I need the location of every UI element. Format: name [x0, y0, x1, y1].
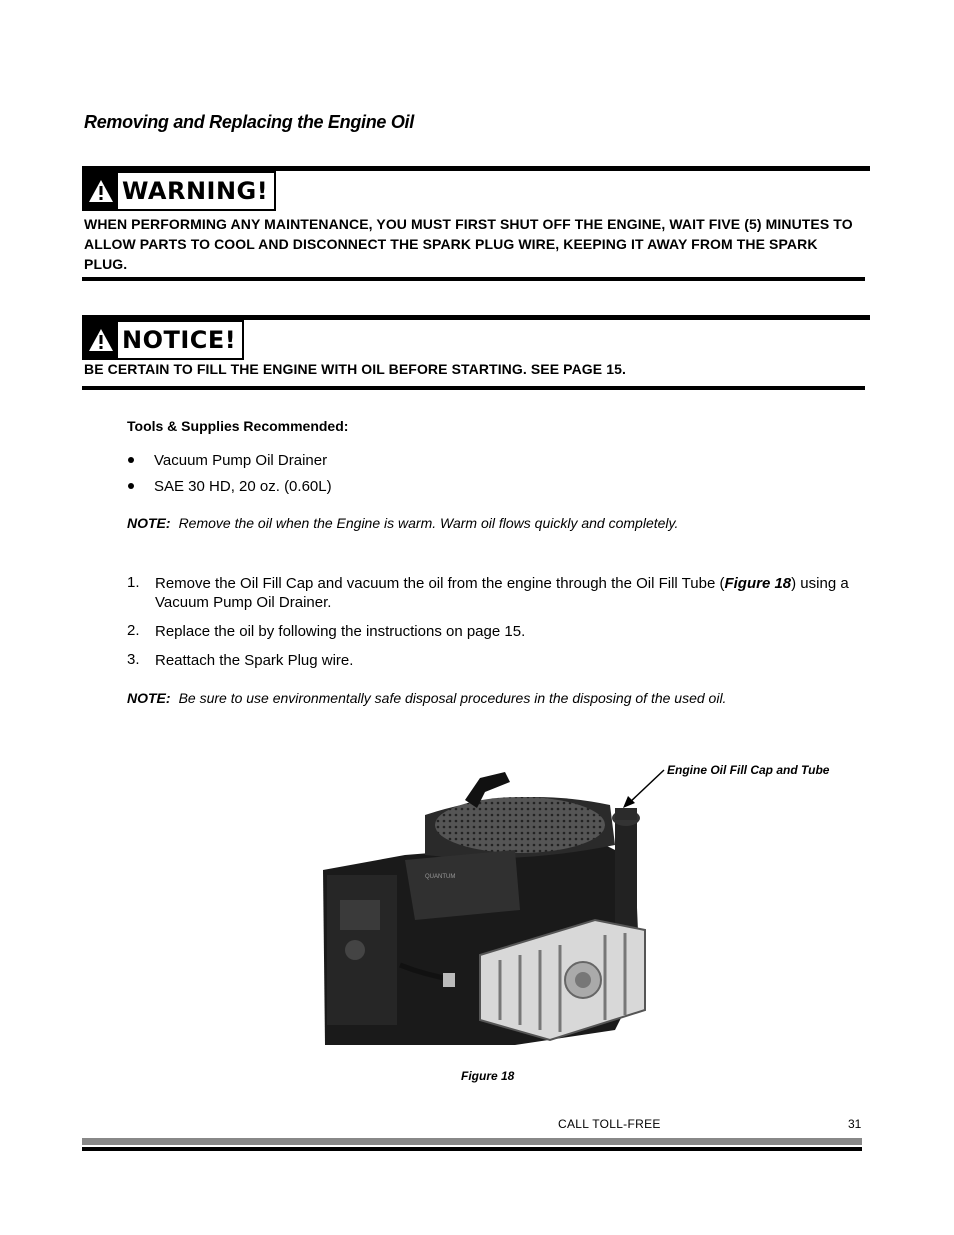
bullet-icon — [128, 483, 134, 489]
figure-reference: Figure 18 — [724, 575, 792, 592]
tools-item: SAE 30 HD, 20 oz. (0.60L) — [154, 478, 332, 495]
notice-bottom-rule — [82, 386, 865, 390]
step-text: Reattach the Spark Plug wire. — [155, 652, 354, 669]
notice-triangle-icon — [84, 322, 118, 358]
notice-badge — [82, 320, 244, 360]
note-warm-oil — [127, 515, 678, 531]
footer-bar — [82, 1138, 862, 1151]
bullet-icon — [128, 457, 134, 463]
step-number: 2. — [127, 622, 140, 639]
figure-caption: Figure 18 — [461, 1069, 515, 1083]
footer-text: CALL TOLL-FREE — [558, 1117, 661, 1131]
warning-text: WHEN PERFORMING ANY MAINTENANCE, YOU MUST FIRST SHUT OFF THE ENGINE, WAIT FIVE (5) MINUTES TO ALLOW PARTS TO COOL AND DISCONNECT THE SPARK PLUG WIRE, KEEPING IT AWAY FROM THE SPARK PLUG. — [84, 216, 853, 272]
engine-brand-text: QUANTUM — [425, 874, 456, 880]
warning-triangle-icon — [84, 173, 118, 209]
step-text: Remove the Oil Fill Cap and vacuum the oil from the engine through the Oil Fill Tube (Figure 18) using a Vacuum Pump Oil Drainer. — [155, 575, 849, 611]
step-number: 3. — [127, 651, 140, 668]
warning-badge — [82, 171, 276, 211]
warning-label: WARNING! — [122, 177, 269, 205]
page-number: 31 — [848, 1117, 862, 1131]
notice-text: BE CERTAIN TO FILL THE ENGINE WITH OIL BEFORE STARTING. SEE PAGE 15. — [84, 361, 626, 377]
note-disposal — [127, 690, 726, 706]
notice-label: NOTICE! — [122, 326, 237, 354]
note-label: NOTE: — [127, 515, 171, 531]
tools-heading: Tools & Supplies Recommended: — [127, 418, 349, 434]
note-text: Remove the oil when the Engine is warm. Warm oil flows quickly and completely. — [178, 515, 679, 531]
engine-figure-image — [315, 770, 650, 1050]
step-text: Replace the oil by following the instructions on page 15. — [155, 623, 526, 640]
note-text: Be sure to use environmentally safe disposal procedures in the disposing of the used oil. — [178, 690, 727, 706]
tools-item: Vacuum Pump Oil Drainer — [154, 452, 328, 469]
figure-callout-label: Engine Oil Fill Cap and Tube — [667, 763, 830, 777]
note-label: NOTE: — [127, 690, 171, 706]
section-title: Removing and Replacing the Engine Oil — [84, 112, 414, 132]
step-number: 1. — [127, 574, 140, 591]
warning-bottom-rule — [82, 277, 865, 281]
